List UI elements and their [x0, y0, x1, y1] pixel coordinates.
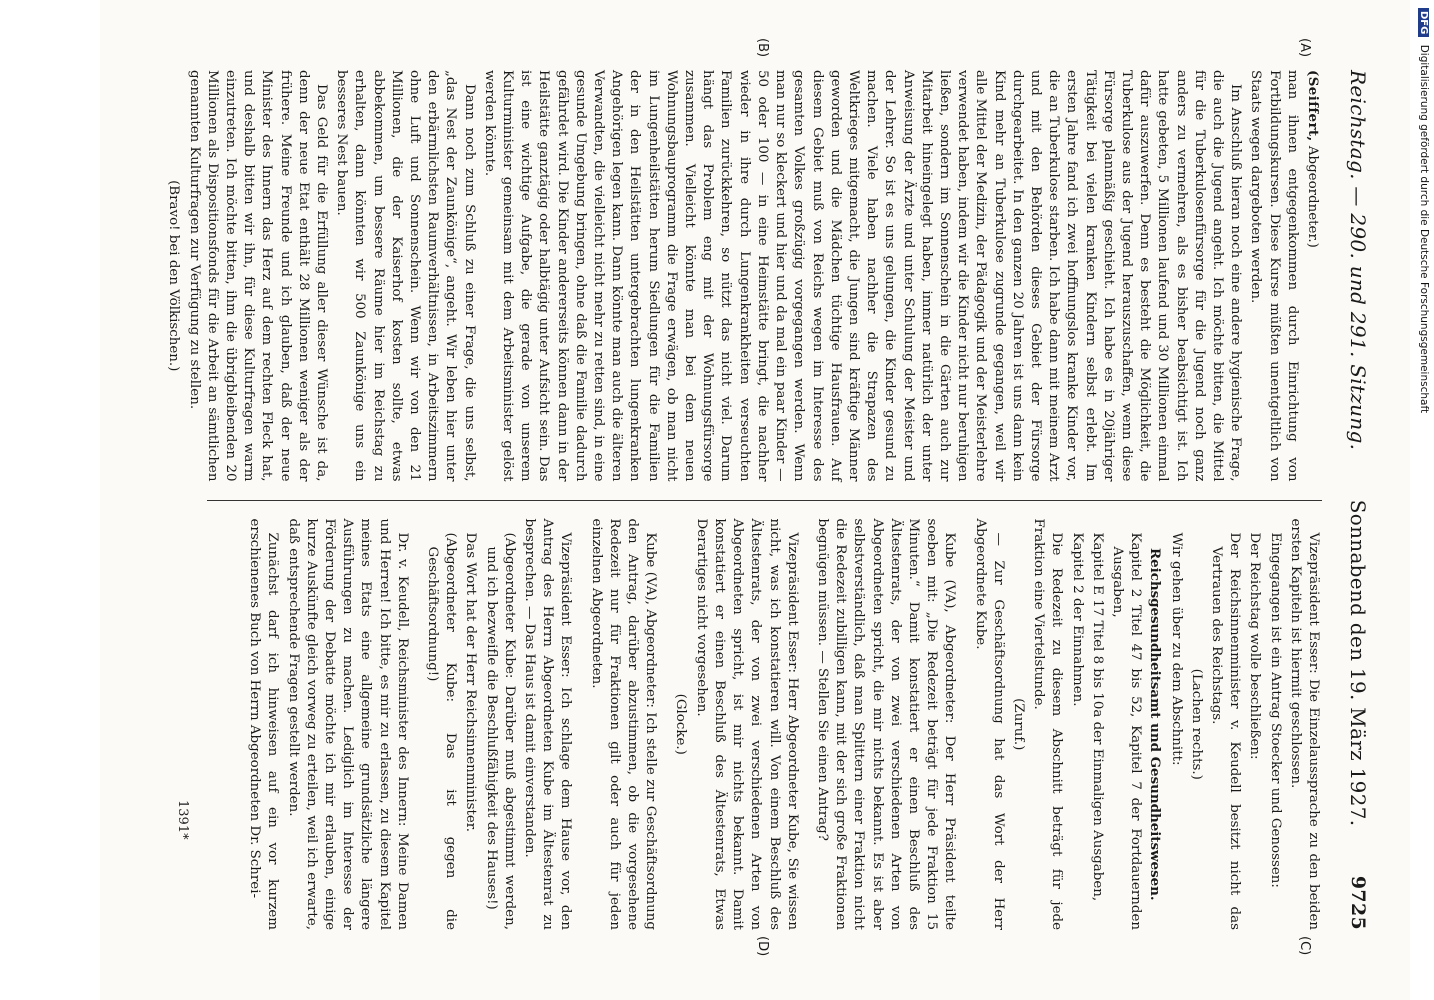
margin-mark-c: (C) — [1297, 936, 1312, 956]
paragraph: Dann noch zum Schluß zu einer Frage, die uns selbst, „das Nest der Zaunkönige“, angeht. Wir leben hier unter den erbärmlichsten Raumverhältnissen, in Arbeitszimmern ohne Luft und Sonnenschein. Wenn wir von den 21 Millionen, die der Kaiserhof kosten sollte, etwas abbekommen, um bessere Räume hier im Reichstag zu erhalten, dann könnten wir 500 Zaunkönige uns ein besseres Nest bauen. — [334, 70, 477, 482]
paragraph: Der Reichstag wolle beschließen: — [1247, 532, 1263, 760]
paragraph: Zunächst darf ich hinweisen auf ein vor kurzem erschienenes Buch von Herrn Abgeordneten Dr. Schrei- — [247, 518, 281, 930]
margin-mark-a: (A) — [1297, 38, 1312, 58]
paragraph: Das Wort hat der Herr Reichsinnenminister. — [463, 532, 479, 832]
speaker-role: Abgeordneter.) — [1305, 145, 1320, 248]
paragraph: Vizepräsident Esser: Die Einzelaussprache zu den beiden ersten Kapiteln ist hiermit geschlossen. — [1287, 518, 1321, 930]
paragraph: Kapitel 2 der Einnahmen. — [1069, 532, 1085, 707]
paragraph: Wir gehen über zu dem Abschnitt: — [1168, 532, 1184, 766]
speaker-name: (Seiffert, — [1305, 70, 1321, 142]
page-number: 9725 — [1347, 875, 1369, 930]
margin-mark-d: (D) — [755, 936, 770, 957]
paragraph: Die Redezeit zu diesem Abschnitt beträgt für jede Fraktion eine Viertelstunde. — [1031, 518, 1065, 930]
paragraph: Vizepräsident Esser: Ich schlage dem Hause vor, den Antrag des Herrn Abgeordneten Kube im Ältestenrat zu besprechen. — Das Haus ist damit einverstanden. — [522, 518, 574, 930]
scanned-page — [100, 0, 1410, 1000]
paragraph: man ihnen entgegenkommen durch Einrichtung von Fortbildungskursen. Diese Kurse müßten unentgeltlich von Staats wegen dargeboten werden. — [1248, 70, 1300, 482]
running-head-center: Sonnabend den 19. März 1927. — [1346, 499, 1370, 827]
column-rule — [207, 500, 1322, 501]
right-column — [207, 519, 1322, 931]
interjection: (Zuruf.) — [1010, 698, 1026, 751]
interjection: (Abgeordneter Kube: Das ist gegen die Geschäftsordnung!) — [425, 532, 459, 930]
paragraph: Kapitel E 17 Titel 8 bis 10a der Einmaligen Ausgaben, — [1089, 532, 1105, 902]
left-column — [166, 70, 1322, 482]
paragraph: — Zur Geschäftsordnung hat das Wort der Herr Abgeordnete Kube. — [972, 518, 1006, 930]
speaker-line — [1303, 70, 1322, 482]
running-head-left: Reichstag. — 290. und 291. Sitzung. — [1346, 70, 1370, 451]
section-heading: Reichsgesundheitsamt und Gesundheitswesen. — [1147, 547, 1164, 901]
paragraph: Dr. v. Keudell, Reichsminister des Innern: Meine Damen und Herren! Ich bitte, es mir zu erlassen, zu diesem Kapitel meines Etats eine allgemeine grundsätzliche längere Ausführungen zu machen. Lediglich im Interesse der Förderung der Debatte möchte ich mir erlauben, einige kurze Auskünfte gleich vorweg zu erteilen, weil ich erwarte, daß entsprechende Fragen gestellt werden. — [285, 518, 410, 930]
sheet-signature: 1391* — [175, 800, 190, 840]
applause-note: (Bravo! bei den Völkischen.) — [166, 180, 182, 372]
running-head — [1336, 70, 1380, 930]
paragraph: Der Reichsinnenminister v. Keudell besitzt nicht das Vertrauen des Reichstags. — [1208, 532, 1243, 930]
paragraph: Kube (VA), Abgeordneter: Ich stelle zur Geschäftsordnung den Antrag, darüber abzustimmen, ob die vorgesehene Redezeit nur für Fraktionen gilt oder auch für jeden einzelnen Abgeordneten. — [588, 518, 659, 930]
paragraph: Kube (VA), Abgeordneter: Der Herr Präsident teilte soeben mit: „Die Redezeit beträgt für jede Fraktion 15 Minuten.“ Damit konstatiert er einen Beschluß des Ältestenrats, der von zwei verschiedenen Arten von Abgeordneten spricht, die mir nichts bekannt. Es ist aber selbstverständlich, daß man Splittern einer Fraktion nicht die Redezeit zubilligen kann, mit der sich große Fraktionen begnügen müssen. — Stellen Sie einen Antrag? — [814, 518, 958, 930]
paragraph: Vizepräsident Esser: Herr Abgeordneter Kube, Sie wissen nicht, was ich konstatieren will. Von einem Beschluß des Ältestenrats, der von zwei verschiedenen Arten von Abgeordneten spricht, ist mir nichts bekannt. Damit konstatiert er einen Beschluß des Ältestenrats, Etwas Derartiges nicht vorgesehen. — [693, 518, 800, 930]
interjection: (Glocke.) — [673, 693, 689, 755]
paragraph: Im Anschluß hieran noch eine andere hygienische Frage, die auch die Jugend angeht. Ich möchte bitten, die Mittel für die Tuberkulosenfürsorge für die Jugend noch ganz anders zu vermehren, als es bisher beabsichtigt ist. Ich hatte gebeten, 5 Millionen laufend und 30 Millionen einmal dafür auszuwerfen. Denn es besteht die Möglichkeit, die Tuberkulose aus der Jugend herauszuschaffen, wenn diese Fürsorge planmäßig geschieht. Ich habe es in 20jähriger Tätigkeit bei vielen kranken Kindern selbst erlebt. Im ersten Jahre fand ich zwei hoffnungslos kranke Kinder vor, die an Tuberkulose starben. Ich habe dann mit meinem Arzt und mit den Behörden dieses Gebiet der Fürsorge durchgearbeitet. In den ganzen 20 Jahren ist uns dann kein Kind mehr an Tuberkulose zugrunde gegangen, weil wir alle Mittel der Medizin, der Pädagogik und der Meisterlehre verwendet haben, indem wir die Kinder nicht nur beruhigen ließen, sondern im Sonnenschein in die Gärten auch zur Mitarbeit hineingelegt haben, immer natürlich der unter Anweisung der Ärzte und unter Schulung der Meister und der Lehrer. So ist es uns gelungen, die Kinder gesund zu machen. Viele haben nachher die Strapazen des Weltkrieges mitgemacht, die Jungen sind kräftige Männer geworden und die Mädchen tüchtige Hausfrauen. Auf diesem Gebiet muß von Reichs wegen im Interesse des gesamten Volkes großzügig vorgegangen werden. Wenn man nur so kleckert und hier und da mal ein paar Kinder — 50 oder 100 — in eine Heimstätte bringt, die nachher wieder in ihre durch Lungenkrankheiten verseuchten Familien zurückkehren, so nützt das nicht viel. Darum hängt das Problem eng mit der Wohnungsfürsorge zusammen. Vielleicht könnte man bei dem neuen Wohnungsbauprogramm die Frage erwägen, ob man nicht im Lungenheilstätten herum Siedlungen für die Familien der in den Heilstätten untergebrachten lungenkranken Angehörigen legen kann. Dann könnte man auch die älteren Verwandten, die vielleicht nicht mehr zu retten sind, in eine gesunde Umgebung bringen, ohne daß die Familie dadurch gefährdet wird. Die Kinder andererseits können dann in der Heilstätte ganztägig oder halbtägig unter Aufsicht sein. Das ist eine wichtige Aufgabe, die gerade von unserem Kulturminister gemeinsam mit dem Arbeitsminister gelöst werden könnte. — [481, 70, 1244, 482]
margin-mark-b: (B) — [755, 38, 770, 58]
digitization-text: Digitalisierung gefördert durch die Deutsche Forschungsgemeinschaft — [1418, 44, 1430, 414]
dfg-logo: DFG — [1418, 8, 1429, 37]
digitization-text-wrapper — [1418, 8, 1430, 413]
paragraph: Kapitel 2 Titel 47 bis 52, Kapitel 7 der Fortdauernden Ausgaben, — [1109, 532, 1144, 930]
paragraph: Eingegangen ist ein Antrag Stoecker und Genossen: — [1267, 532, 1283, 888]
page-content — [100, 0, 1410, 1000]
interjection: (Abgeordneter Kube: Darüber muß abgestimmt werden, und ich bezweifle die Beschlußfähigkeit des Hauses!) — [483, 532, 517, 930]
interjection: (Lachen rechts.) — [1188, 668, 1204, 780]
digitization-note — [1418, 8, 1432, 608]
paragraph: Das Geld für die Erfüllung aller dieser Wünsche ist da, denn der neue Etat enthält 28 Millionen weniger als der frühere. Meine Freunde und ich glauben, daß der neue Minister des Innern das Herz auf dem rechten Fleck hat, und deshalb bitten wir ihn, für diese Kulturfragen warm einzutreten. Ich möchte bitten, ihm die übrigbleibenden 20 Millionen als Dispositionsfonds für die Arbeit an sämtlichen genannten Kulturfragen zur Verfügung zu stellen. — [186, 70, 330, 482]
